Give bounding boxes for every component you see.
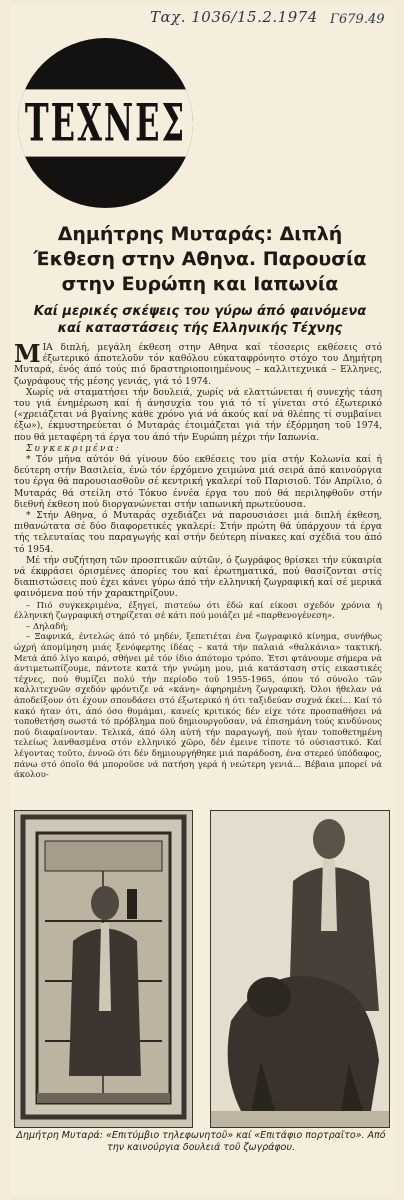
paragraph: ΜΙΑ διπλή, μεγάλη έκθεση στην Αθηνα καί τέσσερις εκθέσεις στό έξωτερικό άποτελοῦν τόν καθόλου εύκαταφρόνητο στόχο του Δημήτρη Μυταρά, ένός άπό τούς πιό δραστηριοποιημένους – καλλιτεχνικά – Ελληνες, ζωγράφους τής μέσης γενιάς, γιά τό 1974. xyxy=(14,339,382,387)
article-headline: Δημήτρης Μυταράς: Διπλή Έκθεση στην Αθηνα. Παρουσία στην Ευρώπη και Ιαπωνία xyxy=(33,223,367,295)
section-logo xyxy=(18,38,193,208)
photo-caption: Δημήτρη Μυταρά: «Επιτύμβιο τηλεφωνητοῦ» καί «Επιτάφιο πορτραῖτο». Από την καινούργια δουλειά τοῦ ζωγράφου. xyxy=(16,1130,386,1153)
article-subheadline: Καί μερικές σκέψεις του γύρω άπό φαινόμενα καί καταστάσεις τής Ελληνικής Τέχνης xyxy=(33,304,367,336)
paragraph: * Στήν Αθηνα, ό Μυταράς σχεδιάζει νά παρουσιάσει μιά διπλή έκθεση, πιθανώτατα σέ δύο διαφορετικές γκαλερί: Στήν πρώτη θά ύπάρχουν τά έργα τής τελευταίας του παραγωγής καί στήν δεύτερη πίνακες καί σχέδιά του άπό τό 1954. xyxy=(14,511,382,555)
painting-funerary-portrait-image xyxy=(211,811,389,1127)
article-body xyxy=(14,339,382,781)
painting-photo-telephone-booth xyxy=(14,810,193,1128)
paragraph: – Δηλαδή; xyxy=(26,621,69,632)
painting-telephone-booth-image xyxy=(15,811,192,1127)
paragraph: Μέ τήν συζήτηση τῶν προσπτικῶν αύτῶν, ό ζωγράφος θρίσκει τήν εύκαιρία νά έκφράσει όρισμένες άπορίες του καί έρωτηματικά, πού θασίζονται στίς διαπιστώσεις πού έχει κάνει γύρω άπό τήν ελληνική ζωγραφική καί σέ μερικά φαινόμενα πού τήν χαρακτηρίζουν. xyxy=(14,555,382,600)
paragraph: – Ξαφνικά, έντελώς άπό τό μηδέν, ξεπετιέται ένα ζωγραφικό κίνημα, συνήθως ώχρή άπομίμηση μιάς ξενόφερτης ίδέας – κατά τήν παλαιά «θαλκάνια» τακτική. Μετά άπό λίγο καιρό, σθήνει μέ τόν ίδιο άπότομο τρόπο. Έτσι φτάνουμε σήμερα νά άντιμετωπίζουμε, πάντοτε κατά τήν γνώμη μου, μιά κατάσταση στίς εικαστικές τέχνες, πού θυμίζει πολύ τήν περίοδο τοῦ 1955-1965, όπου τό σύνολο τῶν καλλιτεχνῶν σχεδόν φρόντιζε νά «κάνη» άφηρημένη ζωγραφική. Όλοι ήθελαν νά άποδείξουν ότι έχουν σπουδάσει στό έξωτερικό ή ότι ταξιδεύαν συχνά έκεί... Καί τό κακό ήταν ότι, άπό όσο θυμάμαι, κανείς κριτικός δέν είχε τότε προσπαθήσει νά τοποθετήση σωστά τό πρόβλημα πού δημιουργοῦσαν, νά έπισημάνη τούς κινδύνους πού διαφαίνονταν. Τελικά, άπό όλη αύτή τήν παραγωγή, πού ήταν τοποθετημένη τελείως λανθασμένα στόν ελληνικό χῶρο, δέν έμεινε τίποτε τό ούσιαστικό. Καί λέγοντας τοῦτο, έννοῶ ότι δέν δημιουργήθηκε μιά παράδοση, ένα στερεό ύπόδαφος, πάνω στό όποῖο θά μποροῦσε νά πατήση γερά ή νεώτερη γενιά... Βέβαια μπορεί νά άκολου- xyxy=(14,632,382,781)
paragraph: Συγκεκριμένα: xyxy=(26,443,121,454)
paragraph: * Τόν μήνα αύτόν θά γίνουν δύο εκθέσεις του μία στήν Κολωνία καί ή δεύτερη στήν Βασιλεία, ένώ τόν έρχόμενο χειμώνα μιά σειρά άπό καινούργια του έργα θά παρουσιασθοῦν σέ κεντρική γκαλερί τοῦ Παρισιοῦ. Τόν Απρίλιο, ό Μυταράς θά στείλη στό Τόκυο έννέα έργα του πού θά περιληφθοῦν στήν διεθνή έκθεση πού διοργανώνεται στήν ιαπωνική πρωτεύουσα. xyxy=(14,455,382,510)
drop-cap: Μ xyxy=(14,339,41,368)
handwritten-reference: Γ679.49 xyxy=(330,12,385,27)
handwritten-note: Ταχ. 1036/15.2.1974 xyxy=(150,8,318,26)
paragraph: Χωρίς νά σταματήσει τήν δουλειά, χωρίς νά ελαττώνεται ή συνεχής τάση του γιά ένημέρωση καί ή άνησυχία του γιά τό τί γίνεται στό έξωτερικό («χρειάζεται νά βγαίνης κάθε χρόνο γιά νά άκούς καί νά θλέπης τί συμβαίνει έξω»), έκμυστηρεύεται ό Μυταράς έτοιμάζεται γιά τήν έξόρμηση τοῦ 1974, που θά μεταφέρη τά έργα του άπό τήν Ευρώπη μέχρι τήν Ιαπωνία. xyxy=(14,387,382,443)
paragraph: – Πιό συγκεκριμένα, έξηγεί, πιστεύω ότι έδώ καί είκοσι σχεδόν χρόνια ή έλληνική ζωγραφική στηρίζεται σέ κάτι πού μοιάζει μέ «παρθενογένεση». xyxy=(14,600,382,622)
painting-photo-funerary-portrait xyxy=(210,810,390,1128)
section-logo-text: ΤΕΧΝΕΣ xyxy=(18,89,193,156)
